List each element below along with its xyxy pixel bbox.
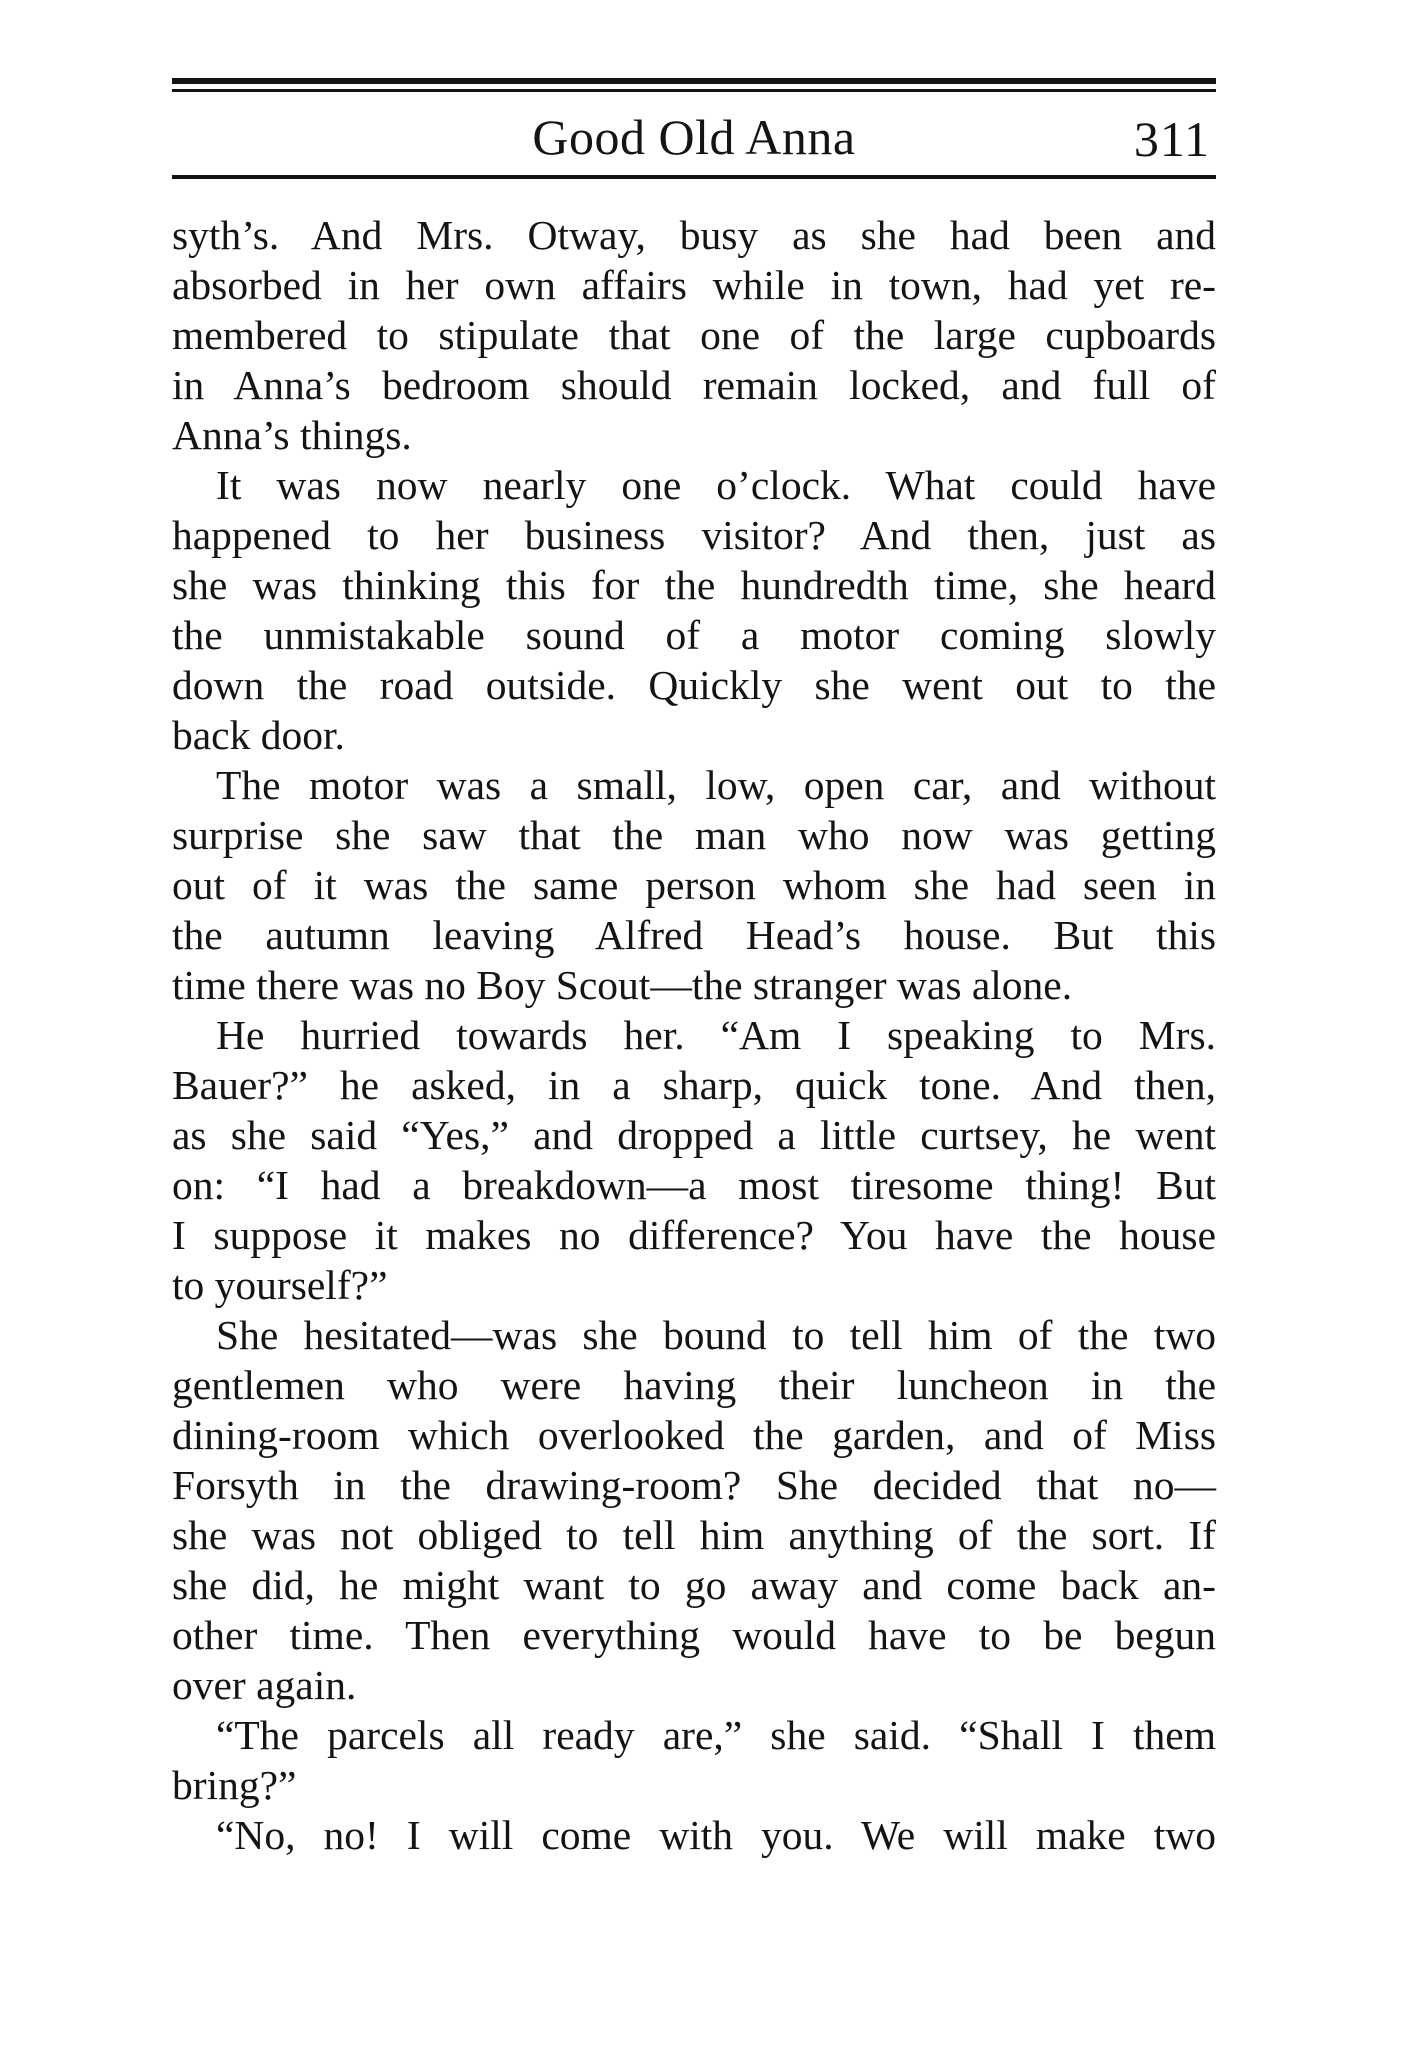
text-line: Forsyth in the drawing-room? She decided that no— bbox=[172, 1462, 1216, 1508]
text-line: she did, he might want to go away and come back an- bbox=[172, 1562, 1216, 1608]
body-text bbox=[172, 210, 1216, 1860]
text-line: gentlemen who were having their luncheon in the bbox=[172, 1362, 1216, 1408]
text-line: down the road outside. Quickly she went out to the bbox=[172, 662, 1216, 708]
paragraph bbox=[172, 210, 1216, 460]
text-line: the unmistakable sound of a motor coming slowly bbox=[172, 612, 1216, 658]
text-line: over again. bbox=[172, 1662, 357, 1708]
text-line: He hurried towards her. “Am I speaking to Mrs. bbox=[216, 1012, 1216, 1058]
text-line: “The parcels all ready are,” she said. “Shall I them bbox=[216, 1712, 1216, 1758]
text-line: other time. Then everything would have to be begun bbox=[172, 1612, 1216, 1658]
paragraph bbox=[172, 1310, 1216, 1710]
text-line: I suppose it makes no difference? You have the house bbox=[172, 1212, 1216, 1258]
text-line: Bauer?” he asked, in a sharp, quick tone. And then, bbox=[172, 1062, 1216, 1108]
header-rule-bottom bbox=[172, 175, 1216, 179]
text-line: syth’s. And Mrs. Otway, busy as she had been and bbox=[172, 212, 1216, 258]
text-line: to yourself?” bbox=[172, 1262, 388, 1308]
text-line: dining-room which overlooked the garden, and of Miss bbox=[172, 1412, 1216, 1458]
header-rule-thick bbox=[172, 78, 1216, 84]
text-line: Anna’s things. bbox=[172, 412, 412, 458]
paragraph bbox=[172, 1710, 1216, 1810]
paragraph bbox=[172, 1810, 1216, 1860]
page-number: 311 bbox=[1133, 111, 1210, 167]
text-line: She hesitated—was she bound to tell him of the two bbox=[216, 1312, 1216, 1358]
text-line: back door. bbox=[172, 712, 345, 758]
running-header bbox=[172, 104, 1216, 170]
text-line: on: “I had a breakdown—a most tiresome thing! But bbox=[172, 1162, 1216, 1208]
text-line: she was thinking this for the hundredth time, she heard bbox=[172, 562, 1216, 608]
text-line: she was not obliged to tell him anything of the sort. If bbox=[172, 1512, 1216, 1558]
running-title: Good Old Anna bbox=[532, 109, 856, 165]
paragraph bbox=[172, 1010, 1216, 1310]
paragraph bbox=[172, 460, 1216, 760]
paragraph bbox=[172, 760, 1216, 1010]
header-rule-thin bbox=[172, 89, 1216, 92]
text-line: in Anna’s bedroom should remain locked, and full of bbox=[172, 362, 1216, 408]
text-line: out of it was the same person whom she had seen in bbox=[172, 862, 1216, 908]
text-line: It was now nearly one o’clock. What could have bbox=[216, 462, 1216, 508]
text-line: happened to her business visitor? And then, just as bbox=[172, 512, 1216, 558]
text-line: as she said “Yes,” and dropped a little curtsey, he went bbox=[172, 1112, 1216, 1158]
text-line: The motor was a small, low, open car, and without bbox=[216, 762, 1216, 808]
text-line: bring?” bbox=[172, 1762, 297, 1808]
text-line: “No, no! I will come with you. We will make two bbox=[216, 1812, 1216, 1858]
text-line: membered to stipulate that one of the large cupboards bbox=[172, 312, 1216, 358]
text-line: surprise she saw that the man who now was getting bbox=[172, 812, 1216, 858]
text-line: the autumn leaving Alfred Head’s house. But this bbox=[172, 912, 1216, 958]
text-line: absorbed in her own affairs while in town, had yet re- bbox=[172, 262, 1216, 308]
text-line: time there was no Boy Scout—the stranger was alone. bbox=[172, 962, 1073, 1008]
